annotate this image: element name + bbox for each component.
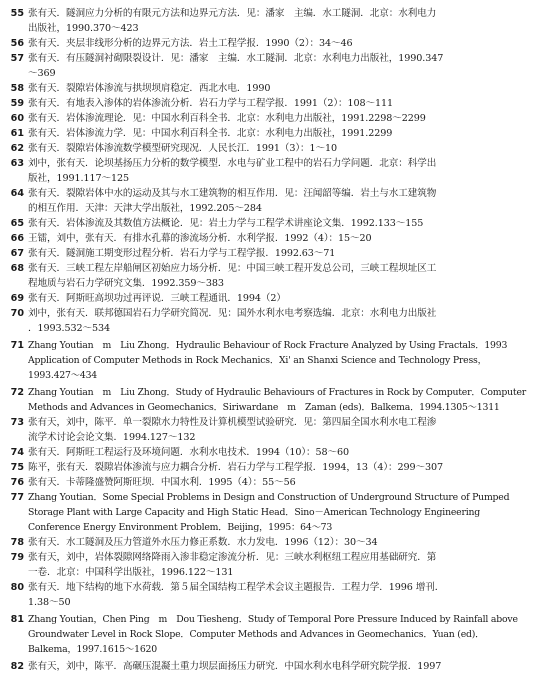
- reference-entry: [2, 111, 530, 126]
- reference-entry: [2, 51, 530, 81]
- reference-text-line: 张有天．岩体渗流理论．见：中国水利百科全书．北京：水利电力出版社，1991.2298～2299: [28, 113, 426, 124]
- reference-text-line: 刘中，张有天．联邦德国岩石力学研究简况．见：国外水利水电考察选编．北京：水利电力出版社: [28, 308, 437, 319]
- reference-text-line: 张有天．裂隙岩体中水的运动及其与水工建筑物的相互作用．见：汪闻韶等编．岩土与水工建筑物: [28, 188, 437, 199]
- reference-text-line: 张有天．夹层非线形分析的边界元方法．岩土工程学报．1990（2）：34～46: [28, 38, 353, 49]
- reference-entry: [2, 141, 530, 156]
- reference-number: 63: [10, 158, 24, 169]
- reference-text-line: 张有天，刘中，岩体裂隙网络降雨入渗非稳定渗流分析．见：三峡水利枢纽工程应用基础研究．第: [28, 552, 437, 563]
- reference-number: 75: [10, 462, 24, 473]
- reference-number: 74: [10, 447, 24, 458]
- reference-entry: [2, 460, 530, 475]
- reference-entry: [2, 6, 530, 36]
- reference-number: 60: [10, 113, 24, 124]
- reference-text-line: 王镭，刘中，张有天．有排水孔幕的渗流场分析．水利学报．1992（4）：15～20: [28, 233, 372, 244]
- reference-entry: [2, 261, 530, 291]
- reference-text-line: Zhang Youtian．Some Special Problems in Design and Construction of Underground Structure of Pumped: [28, 492, 510, 503]
- reference-number: 72: [10, 387, 24, 398]
- reference-text-line: 一卷．北京：中国科学出版社，1996.122～131: [28, 567, 234, 578]
- reference-text-line: 张有天．隧洞施工期变形过程分析．岩石力学与工程学报．1992.63～71: [28, 248, 336, 259]
- reference-entry: [2, 81, 530, 96]
- reference-entry: [2, 415, 530, 445]
- reference-number: 61: [10, 128, 24, 139]
- reference-text-line: 陈平，张有天．裂隙岩体渗流与应力耦合分析．岩石力学与工程学报．1994，13（4）：299～307: [28, 462, 444, 473]
- reference-text-line: 刘中，张有天．论坝基扬压力分析的数学模型．水电与矿业工程中的岩石力学问题．北京：科学出: [28, 158, 437, 169]
- reference-text-line: Storage Plant with Large Capacity and High Static Head．Sino－American Technology Engineering: [28, 507, 481, 518]
- reference-text-line: 张有天．岩体渗流及其数值方法概论．见：岩土力学与工程学术讲座论文集．1992.133～155: [28, 218, 424, 229]
- reference-entry: [2, 659, 530, 674]
- reference-text-line: Methods and Advances in Geomechanics．Siriwardane m Zaman (eds)．Balkema．1994.1305～1311: [28, 402, 500, 413]
- reference-text-line: 张有天．有地表入渗体的岩体渗流分析．岩石力学与工程学报．1991（2）：108～111: [28, 98, 394, 109]
- reference-text-line: Zhang Youtian m Liu Zhong．Hydraulic Behaviour of Rock Fracture Analyzed by Using Fractals．1993: [28, 340, 508, 351]
- reference-number: 70: [10, 308, 24, 319]
- reference-entry: [2, 36, 530, 51]
- reference-text-line: 张有天．阿斯旺工程运行及环境问题．水利水电技术．1994（10）：58～60: [28, 447, 350, 458]
- reference-text-line: Zhang Youtian m Liu Zhong．Study of Hydraulic Behaviours of Fractures in Rock by Computer．Computer: [28, 387, 526, 398]
- reference-number: 62: [10, 143, 24, 154]
- reference-entry: [2, 156, 530, 186]
- reference-text-line: 出版社，1990.370～423: [28, 23, 139, 34]
- reference-entry: [2, 291, 530, 306]
- reference-text-line: Groundwater Level in Rock Slope．Computer Methods and Advances in Geomechanics．Yuan (ed)．: [28, 629, 485, 640]
- reference-text-line: 程地质与岩石力学研究文集．1992.359～383: [28, 278, 224, 289]
- reference-entry: [2, 126, 530, 141]
- reference-number: 56: [10, 38, 24, 49]
- reference-text-line: Zhang Youtian，Chen Ping m Dou Tiesheng．Study of Temporal Pore Pressure Induced by Rainfall above: [28, 614, 518, 625]
- reference-text-line: 版社，1991.117～125: [28, 173, 129, 184]
- reference-text-line: 张有天．水工隧洞及压力管道外水压力修正系数．水力发电．1996（12）：30～34: [28, 537, 378, 548]
- reference-number: 81: [10, 614, 24, 625]
- reference-text-line: 张有天，刘中，陈平．单一裂隙水力特性及计算机模型试验研究．见：第四届全国水利水电工程渗: [28, 417, 437, 428]
- reference-text-line: 张有天．有压隧洞衬砌限裂设计．见：潘家 主编．水工隧洞．北京：水利电力出版社，1990.347: [28, 53, 444, 64]
- reference-entry: [2, 216, 530, 231]
- reference-number: 69: [10, 293, 24, 304]
- reference-text-line: Conference Energy Environment Problem．Beijing，1995：64～73: [28, 522, 333, 533]
- reference-text-line: 流学术讨论会论文集．1994.127～132: [28, 432, 196, 443]
- reference-text-line: 张有天．卡蒂隆盛赞阿斯旺坝．中国水利．1995（4）：55～56: [28, 477, 296, 488]
- reference-number: 82: [10, 661, 24, 672]
- reference-text-line: 张有天．阿斯旺高坝功过再评说．三峡工程通讯．1994（2）: [28, 293, 286, 304]
- reference-number: 73: [10, 417, 24, 428]
- reference-text-line: Application of Computer Methods in Rock Mechanics．Xi' an Shanxi Science and Technology Press，: [28, 355, 487, 366]
- reference-entry: [2, 186, 530, 216]
- reference-text-line: ．1993.532～534: [28, 323, 110, 334]
- reference-entry: [2, 580, 530, 610]
- reference-entry: [2, 96, 530, 111]
- reference-number: 58: [10, 83, 24, 94]
- reference-number: 55: [10, 8, 24, 19]
- reference-entry: [2, 612, 530, 657]
- reference-entry: [2, 445, 530, 460]
- reference-text-line: Balkema，1997.1615～1620: [28, 644, 157, 655]
- reference-entry: [2, 550, 530, 580]
- reference-number: 79: [10, 552, 24, 563]
- reference-number: 66: [10, 233, 24, 244]
- reference-number: 80: [10, 582, 24, 593]
- reference-entry: [2, 475, 530, 490]
- reference-entry: [2, 338, 530, 383]
- reference-number: 64: [10, 188, 24, 199]
- reference-text-line: 张有天．隧洞应力分析的有限元方法和边界元方法．见：潘家 主编．水工隧洞．北京：水利电力: [28, 8, 437, 19]
- reference-entry: [2, 231, 530, 246]
- reference-number: 76: [10, 477, 24, 488]
- reference-number: 78: [10, 537, 24, 548]
- reference-number: 59: [10, 98, 24, 109]
- reference-entry: [2, 246, 530, 261]
- reference-text-line: 张有天．岩体渗流力学．见：中国水利百科全书．北京：水利电力出版社，1991.2299: [28, 128, 393, 139]
- reference-text-line: 的相互作用．天津：天津大学出版社，1992.205～284: [28, 203, 262, 214]
- reference-text-line: 张有天．三峡工程左岸船闸区初始应力场分析．见：中国三峡工程开发总公司，三峡工程坝址区工: [28, 263, 437, 274]
- reference-text-line: 1993.427～434: [28, 370, 98, 381]
- reference-number: 68: [10, 263, 24, 274]
- reference-number: 57: [10, 53, 24, 64]
- reference-number: 65: [10, 218, 24, 229]
- reference-entry: [2, 490, 530, 535]
- reference-number: 71: [10, 340, 24, 351]
- reference-text-line: 张有天．裂隙岩体渗流与拱坝坝肩稳定．西北水电．1990: [28, 83, 271, 94]
- reference-text-line: ～369: [28, 68, 56, 79]
- reference-text-line: 张有天．地下结构的地下水荷载．第５届全国结构工程学术会议主题报告．工程力学．1996 增刊．: [28, 582, 445, 593]
- reference-number: 77: [10, 492, 24, 503]
- reference-text-line: 张有天，刘中，陈平．高碾压混凝土重力坝层面扬压力研究．中国水利水电科学研究院学报．1997: [28, 661, 442, 672]
- reference-entry: [2, 535, 530, 550]
- reference-entry: [2, 385, 530, 415]
- reference-text-line: 1.38～50: [28, 597, 71, 608]
- reference-number: 67: [10, 248, 24, 259]
- reference-entry: [2, 306, 530, 336]
- reference-text-line: 张有天．裂隙岩体渗流数学模型研究现况．人民长江．1991（3）：1～10: [28, 143, 338, 154]
